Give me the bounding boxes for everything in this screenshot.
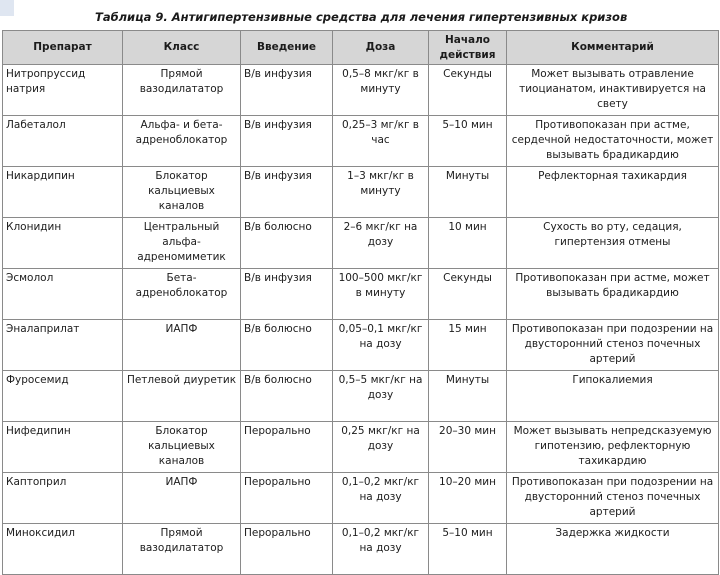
class-cell: Блокатор кальциевых каналов [123,422,241,473]
dose-cell: 0,05–0,1 мкг/кг на дозу [333,320,429,371]
onset-cell: Минуты [429,167,507,218]
class-cell: ИАПФ [123,473,241,524]
comment-cell: Противопоказан при астме, может вызывать брадикардию [507,269,719,320]
table-row [3,167,719,218]
column-header: Начало действия [429,31,507,65]
column-header: Препарат [3,31,123,65]
drug-name-cell: Эсмолол [3,269,123,320]
comment-cell: Рефлекторная тахикардия [507,167,719,218]
table-row [3,320,719,371]
route-cell: В/в инфузия [241,65,333,116]
drug-name-cell: Фуросемид [3,371,123,422]
onset-cell: 5–10 мин [429,524,507,575]
table-row [3,218,719,269]
column-header: Комментарий [507,31,719,65]
route-cell: Перорально [241,422,333,473]
comment-cell: Противопоказан при астме, сердечной недостаточности, может вызывать брадикардию [507,116,719,167]
class-cell: Прямой вазодилататор [123,524,241,575]
class-cell: Бета-адреноблокатор [123,269,241,320]
onset-cell: 10 мин [429,218,507,269]
route-cell: В/в инфузия [241,167,333,218]
onset-cell: Секунды [429,65,507,116]
onset-cell: Секунды [429,269,507,320]
dose-cell: 0,1–0,2 мкг/кг на дозу [333,473,429,524]
table-row [3,65,719,116]
onset-cell: 15 мин [429,320,507,371]
header-row [3,31,719,65]
drug-table [2,30,719,575]
dose-cell: 100–500 мкг/кг в минуту [333,269,429,320]
drug-name-cell: Миноксидил [3,524,123,575]
drug-name-cell: Эналаприлат [3,320,123,371]
column-header: Класс [123,31,241,65]
corner-decoration [0,0,14,16]
route-cell: В/в инфузия [241,116,333,167]
onset-cell: 20–30 мин [429,422,507,473]
drug-name-cell: Никардипин [3,167,123,218]
onset-cell: Минуты [429,371,507,422]
dose-cell: 0,5–8 мкг/кг в минуту [333,65,429,116]
onset-cell: 10–20 мин [429,473,507,524]
drug-name-cell: Нитропруссид натрия [3,65,123,116]
route-cell: В/в болюсно [241,320,333,371]
class-cell: Петлевой диуретик [123,371,241,422]
dose-cell: 1–3 мкг/кг в минуту [333,167,429,218]
table-row [3,269,719,320]
onset-cell: 5–10 мин [429,116,507,167]
comment-cell: Противопоказан при подозрении на двусторонний стеноз почечных артерий [507,320,719,371]
route-cell: В/в инфузия [241,269,333,320]
dose-cell: 0,25 мкг/кг на дозу [333,422,429,473]
route-cell: В/в болюсно [241,371,333,422]
drug-name-cell: Лабеталол [3,116,123,167]
dose-cell: 0,1–0,2 мкг/кг на дозу [333,524,429,575]
drug-name-cell: Каптоприл [3,473,123,524]
dose-cell: 0,25–3 мг/кг в час [333,116,429,167]
comment-cell: Может вызывать отравление тиоцианатом, инактивируется на свету [507,65,719,116]
comment-cell: Задержка жидкости [507,524,719,575]
class-cell: Блокатор кальциевых каналов [123,167,241,218]
table-row [3,524,719,575]
dose-cell: 0,5–5 мкг/кг на дозу [333,371,429,422]
table-row [3,116,719,167]
class-cell: Альфа- и бета-адреноблокатор [123,116,241,167]
comment-cell: Сухость во рту, седация, гипертензия отмены [507,218,719,269]
drug-name-cell: Клонидин [3,218,123,269]
column-header: Введение [241,31,333,65]
class-cell: Прямой вазодилататор [123,65,241,116]
dose-cell: 2–6 мкг/кг на дозу [333,218,429,269]
class-cell: Центральный альфа-адреномиметик [123,218,241,269]
comment-cell: Может вызывать непредсказуемую гипотензию, рефлекторную тахикардию [507,422,719,473]
route-cell: Перорально [241,473,333,524]
class-cell: ИАПФ [123,320,241,371]
route-cell: В/в болюсно [241,218,333,269]
comment-cell: Гипокалиемия [507,371,719,422]
comment-cell: Противопоказан при подозрении на двусторонний стеноз почечных артерий [507,473,719,524]
column-header: Доза [333,31,429,65]
table-title: Таблица 9. Антигипертензивные средства для лечения гипертензивных кризов [95,10,628,24]
drug-name-cell: Нифедипин [3,422,123,473]
table-row [3,422,719,473]
table-row [3,371,719,422]
route-cell: Перорально [241,524,333,575]
table-row [3,473,719,524]
